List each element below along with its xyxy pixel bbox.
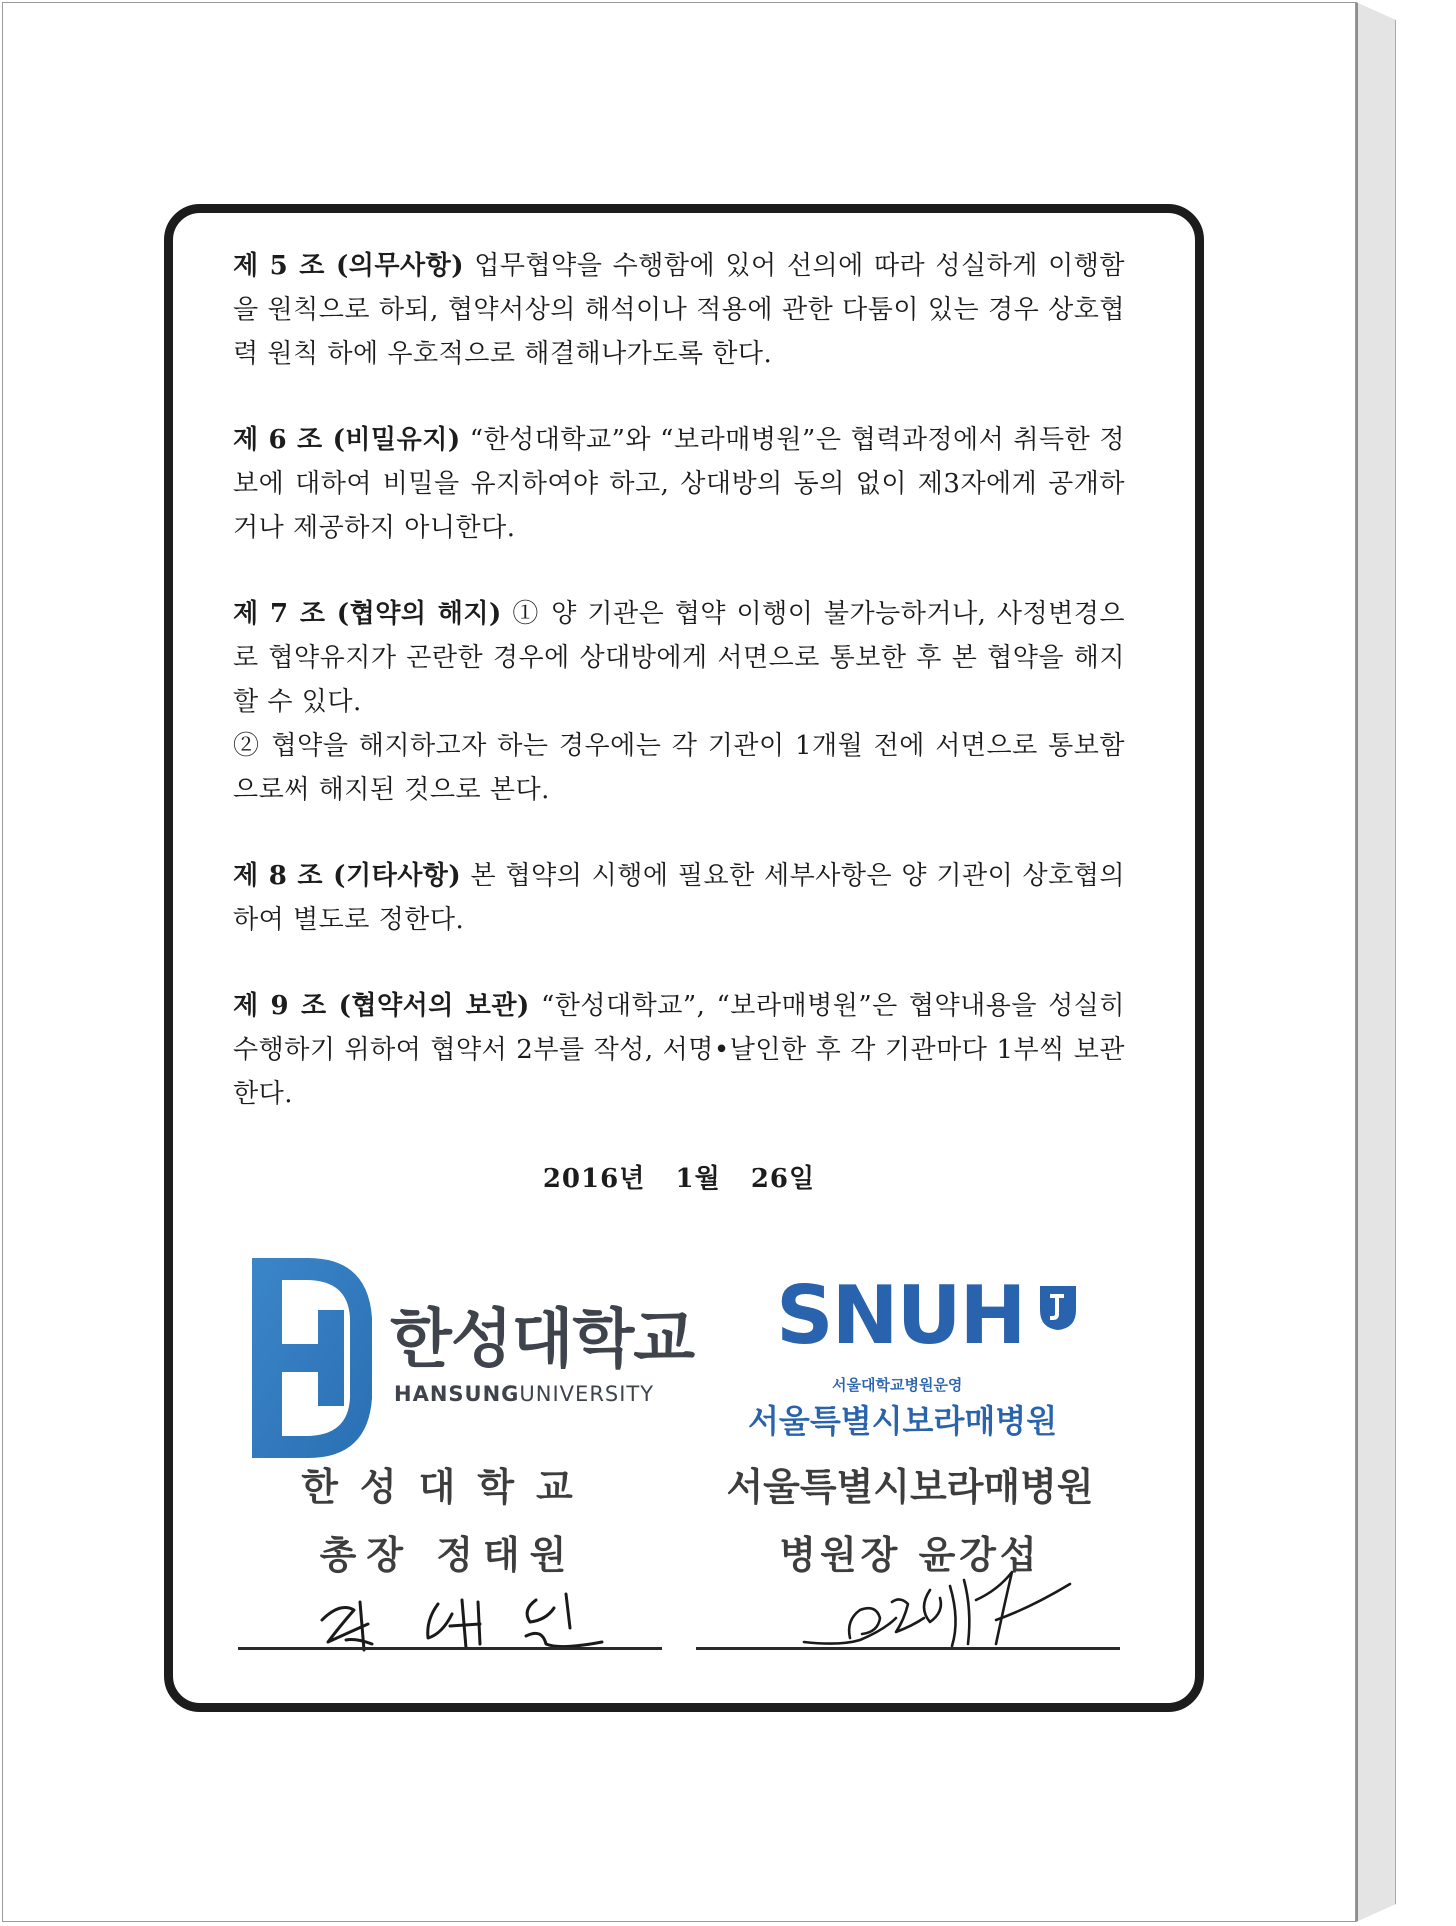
article-9 <box>233 984 1125 1116</box>
snuh-signature-line <box>696 1647 1120 1650</box>
hansung-logo-english-rest: UNIVERSITY <box>519 1382 655 1406</box>
article-5-text: 업무협약을 수행함에 있어 선의에 따라 성실하게 이행함을 원칙으로 하되, 협약서상의 해석이나 적용에 관한 다툼이 있는 경우 상호협력 원칙 하에 우호적으로 해결해나가도록 한다. <box>233 251 1125 369</box>
article-6-heading: 제 6 조 (비밀유지) <box>233 425 461 455</box>
snuh-logo-subtitle: 서울대학교병원운영 <box>832 1376 963 1394</box>
snuh-logo <box>740 1270 1100 1440</box>
article-7-text-2: ② 협약을 해지하고자 하는 경우에는 각 기관이 1개월 전에 서면으로 통보함으로써 해지된 것으로 본다. <box>233 731 1125 805</box>
snuh-handwritten-signature <box>800 1560 1100 1660</box>
snuh-logo-word: SNUH <box>776 1269 1025 1362</box>
snuh-org-name: 서울특별시보라매병원 <box>726 1465 1094 1509</box>
article-5-heading: 제 5 조 (의무사항) <box>233 251 465 281</box>
article-9-heading: 제 9 조 (협약서의 보관) <box>233 991 530 1021</box>
article-9-text: “한성대학교”, “보라매병원”은 협약내용을 성실히 수행하기 위하여 협약서 2부를 작성, 서명•날인한 후 각 기관마다 1부씩 보관한다. <box>233 991 1125 1109</box>
hansung-signatory-name: 총장 정태원 <box>319 1533 577 1577</box>
hansung-signatory <box>236 1462 660 1580</box>
article-7 <box>233 592 1125 812</box>
article-7-heading: 제 7 조 (협약의 해지) <box>233 599 502 629</box>
hansung-logo-name: 한성대학교 <box>390 1303 695 1377</box>
snuh-signatory-name: 병원장 윤강섭 <box>779 1533 1041 1577</box>
hansung-logo <box>248 1258 695 1458</box>
page-stack-edge <box>1356 2 1396 1922</box>
hansung-logo-english-bold: HANSUNG <box>394 1382 520 1406</box>
hansung-org-name: 한성대학교 <box>301 1465 595 1509</box>
agreement-date: 2016년 1월 26일 <box>542 1164 816 1194</box>
articles-section <box>233 244 1125 1158</box>
article-7-text-1: ① 양 기관은 협약 이행이 불가능하거나, 사정변경으로 협약유지가 곤란한 경우에 상대방에게 서면으로 통보한 후 본 협약을 해지할 수 있다. <box>233 599 1125 717</box>
article-6-text: “한성대학교”와 “보라매병원”은 협력과정에서 취득한 정보에 대하여 비밀을 유지하여야 하고, 상대방의 동의 없이 제3자에게 공개하거나 제공하지 아니한다. <box>233 425 1126 543</box>
hansung-logo-english <box>394 1382 654 1406</box>
article-8-heading: 제 8 조 (기타사항) <box>233 861 462 891</box>
article-5 <box>233 244 1125 376</box>
article-6 <box>233 418 1125 550</box>
snuh-emblem-icon <box>1038 1284 1078 1332</box>
article-8 <box>233 854 1125 942</box>
snuh-logo-name: 서울특별시보라매병원 <box>748 1402 1058 1440</box>
hansung-signature-line <box>238 1647 662 1650</box>
hansung-h-logo-icon <box>248 1258 378 1458</box>
article-8-text: 본 협약의 시행에 필요한 세부사항은 양 기관이 상호협의하여 별도로 정한다. <box>233 861 1125 935</box>
